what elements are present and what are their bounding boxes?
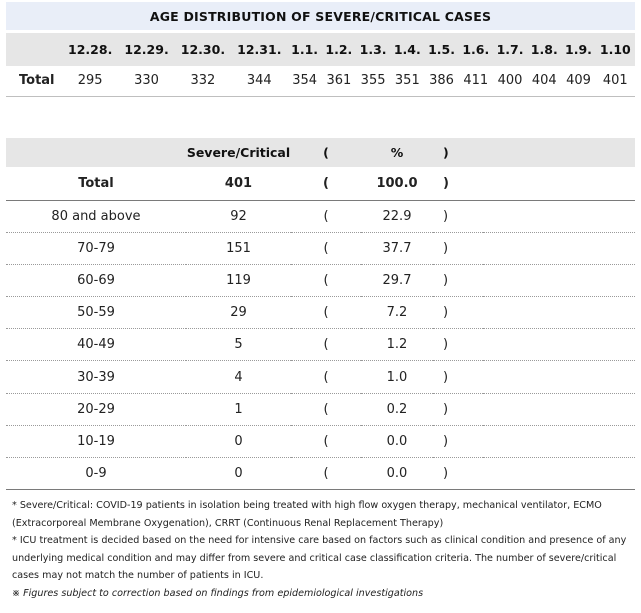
- age-percent: 0.0: [361, 458, 433, 490]
- age-header-blank: [6, 138, 186, 167]
- age-header-row: [6, 138, 635, 167]
- age-group-label: 40-49: [6, 329, 186, 361]
- daily-row-label: Total: [6, 66, 62, 96]
- age-filler: [483, 200, 635, 232]
- percent-header: %: [361, 138, 433, 167]
- age-row: [6, 297, 635, 329]
- total-open-paren: (: [291, 167, 361, 200]
- note-correction: ※ Figures subject to correction based on findings from epidemiological investigations: [12, 587, 424, 599]
- age-percent: 37.7: [361, 232, 433, 264]
- total-row: [6, 167, 635, 200]
- daily-value: 401: [596, 66, 635, 96]
- age-percent: 7.2: [361, 297, 433, 329]
- daily-value: 400: [493, 66, 527, 96]
- age-count: 151: [186, 232, 291, 264]
- severe-critical-header: Severe/Critical: [186, 138, 291, 167]
- age-close-paren: ): [433, 297, 483, 329]
- age-row: [6, 361, 635, 393]
- date-header: 1.10: [596, 33, 635, 66]
- age-group-label: 70-79: [6, 232, 186, 264]
- date-header: 12.30.: [175, 33, 231, 66]
- age-filler: [483, 458, 635, 490]
- age-open-paren: (: [291, 232, 361, 264]
- age-group-label: 80 and above: [6, 200, 186, 232]
- daily-value: 411: [459, 66, 493, 96]
- age-open-paren: (: [291, 200, 361, 232]
- daily-value: 332: [175, 66, 231, 96]
- age-group-label: 10-19: [6, 425, 186, 457]
- age-distribution-table: [6, 138, 635, 490]
- total-count: 401: [186, 167, 291, 200]
- daily-value: 351: [390, 66, 424, 96]
- age-row: [6, 393, 635, 425]
- date-header: 12.29.: [118, 33, 174, 66]
- age-open-paren: (: [291, 329, 361, 361]
- daily-value: 409: [561, 66, 595, 96]
- age-percent: 29.7: [361, 264, 433, 296]
- age-percent: 1.2: [361, 329, 433, 361]
- age-close-paren: ): [433, 361, 483, 393]
- daily-header-blank: [6, 33, 62, 66]
- age-open-paren: (: [291, 425, 361, 457]
- age-row: [6, 458, 635, 490]
- age-count: 1: [186, 393, 291, 425]
- date-header: 1.6.: [459, 33, 493, 66]
- age-percent: 22.9: [361, 200, 433, 232]
- age-close-paren: ): [433, 425, 483, 457]
- age-group-label: 30-39: [6, 361, 186, 393]
- age-open-paren: (: [291, 361, 361, 393]
- age-percent: 1.0: [361, 361, 433, 393]
- age-count: 119: [186, 264, 291, 296]
- age-count: 0: [186, 425, 291, 457]
- daily-value: 404: [527, 66, 561, 96]
- daily-value: 344: [231, 66, 287, 96]
- age-count: 92: [186, 200, 291, 232]
- age-filler: [483, 329, 635, 361]
- daily-totals-table: [6, 33, 635, 97]
- total-close-paren: ): [433, 167, 483, 200]
- date-header: 1.2.: [322, 33, 356, 66]
- date-header: 1.7.: [493, 33, 527, 66]
- date-header: 1.5.: [424, 33, 458, 66]
- daily-value: 295: [62, 66, 118, 96]
- date-header: 12.31.: [231, 33, 287, 66]
- age-open-paren: (: [291, 458, 361, 490]
- daily-value: 330: [118, 66, 174, 96]
- age-count: 5: [186, 329, 291, 361]
- age-row: [6, 264, 635, 296]
- age-group-label: 0-9: [6, 458, 186, 490]
- date-header: 1.1.: [288, 33, 322, 66]
- age-open-paren: (: [291, 297, 361, 329]
- total-label: Total: [6, 167, 186, 200]
- age-filler: [483, 232, 635, 264]
- note-severe-definition: * Severe/Critical: COVID-19 patients in isolation being treated with high flow oxygen therapy, mechanical ventilator, ECMO (Extracorporeal Membrane Oxygenation), CRRT (Continuous Renal Replacement Therapy): [12, 500, 602, 529]
- age-count: 4: [186, 361, 291, 393]
- age-percent: 0.0: [361, 425, 433, 457]
- age-open-paren: (: [291, 393, 361, 425]
- footnotes: [12, 497, 632, 602]
- age-row: [6, 200, 635, 232]
- age-close-paren: ): [433, 458, 483, 490]
- age-group-label: 20-29: [6, 393, 186, 425]
- open-paren-header: (: [291, 138, 361, 167]
- age-count: 0: [186, 458, 291, 490]
- daily-value: 355: [356, 66, 390, 96]
- total-percent: 100.0: [361, 167, 433, 200]
- age-header-filler: [483, 138, 635, 167]
- age-close-paren: ): [433, 264, 483, 296]
- age-count: 29: [186, 297, 291, 329]
- age-close-paren: ): [433, 393, 483, 425]
- close-paren-header: ): [433, 138, 483, 167]
- total-filler: [483, 167, 635, 200]
- date-header: 1.8.: [527, 33, 561, 66]
- age-filler: [483, 425, 635, 457]
- note-icu-treatment: * ICU treatment is decided based on the need for intensive care based on factors such as clinical condition and presence of any underlying medical condition and may differ from severe and critical case classification criteria. The number of severe/critical cases may not match the number of patients in ICU.: [12, 535, 627, 581]
- age-row: [6, 425, 635, 457]
- age-open-paren: (: [291, 264, 361, 296]
- age-row: [6, 329, 635, 361]
- date-header: 12.28.: [62, 33, 118, 66]
- age-row: [6, 232, 635, 264]
- age-close-paren: ): [433, 232, 483, 264]
- title-bar: [6, 2, 635, 30]
- daily-value: 386: [424, 66, 458, 96]
- date-header: 1.4.: [390, 33, 424, 66]
- age-filler: [483, 264, 635, 296]
- age-group-label: 60-69: [6, 264, 186, 296]
- daily-value: 354: [288, 66, 322, 96]
- daily-header-row: [6, 33, 635, 66]
- age-percent: 0.2: [361, 393, 433, 425]
- daily-total-row: [6, 66, 635, 96]
- date-header: 1.3.: [356, 33, 390, 66]
- age-close-paren: ): [433, 200, 483, 232]
- age-filler: [483, 361, 635, 393]
- daily-value: 361: [322, 66, 356, 96]
- age-close-paren: ): [433, 329, 483, 361]
- age-filler: [483, 393, 635, 425]
- age-filler: [483, 297, 635, 329]
- date-header: 1.9.: [561, 33, 595, 66]
- age-group-label: 50-59: [6, 297, 186, 329]
- page-title: AGE DISTRIBUTION OF SEVERE/CRITICAL CASES: [149, 8, 492, 24]
